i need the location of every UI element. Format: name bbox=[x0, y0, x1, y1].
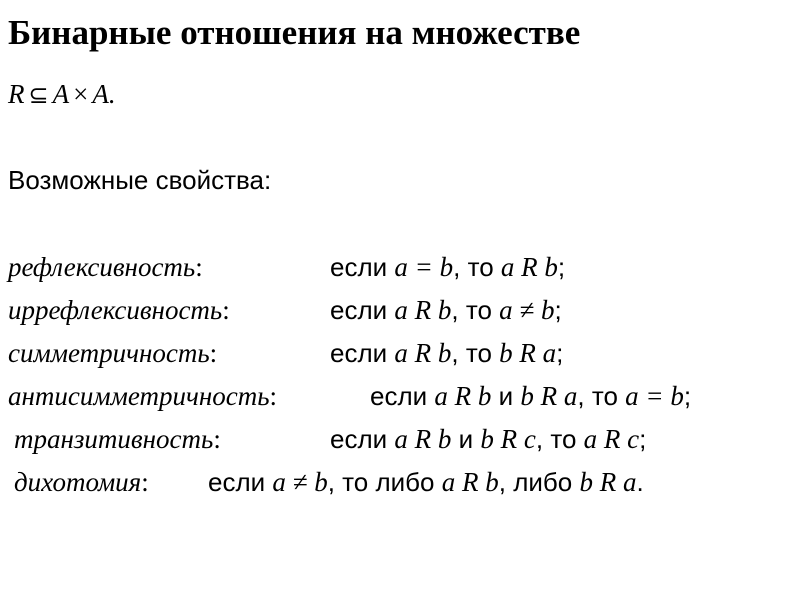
relation-symbol: R bbox=[8, 79, 25, 109]
property-name: иррефлексивность: bbox=[8, 295, 230, 325]
property-condition: если a = b, то a R b; bbox=[330, 252, 566, 282]
property-row-antisymmetry bbox=[0, 374, 800, 418]
property-name: транзитивность: bbox=[14, 424, 221, 454]
set-symbol: A bbox=[52, 79, 70, 109]
property-row-transitivity bbox=[0, 417, 800, 461]
set-symbol: A. bbox=[92, 79, 116, 109]
property-condition: если a R b и b R c, то a R c; bbox=[330, 424, 647, 454]
property-name: дихотомия: bbox=[14, 467, 149, 497]
property-condition: если a ≠ b, то либо a R b, либо b R a. bbox=[208, 467, 644, 497]
property-row-dichotomy bbox=[0, 460, 800, 504]
property-condition: если a R b, то b R a; bbox=[330, 338, 564, 368]
subset-symbol: ⊆ bbox=[28, 83, 49, 109]
property-condition: если a R b и b R a, то a = b; bbox=[370, 381, 692, 411]
property-row-symmetry bbox=[0, 331, 800, 375]
property-row-reflexivity bbox=[0, 245, 800, 289]
cartesian-product-symbol: × bbox=[73, 79, 89, 109]
page-title: Бинарные отношения на множестве bbox=[8, 13, 581, 52]
property-name: рефлексивность: bbox=[8, 252, 203, 282]
property-condition: если a R b, то a ≠ b; bbox=[330, 295, 562, 325]
property-name: антисимметричность: bbox=[8, 381, 278, 411]
relation-definition bbox=[8, 74, 116, 116]
property-name: симметричность: bbox=[8, 338, 218, 368]
properties-heading: Возможные свойства: bbox=[8, 165, 272, 195]
property-row-irreflexivity bbox=[0, 288, 800, 332]
